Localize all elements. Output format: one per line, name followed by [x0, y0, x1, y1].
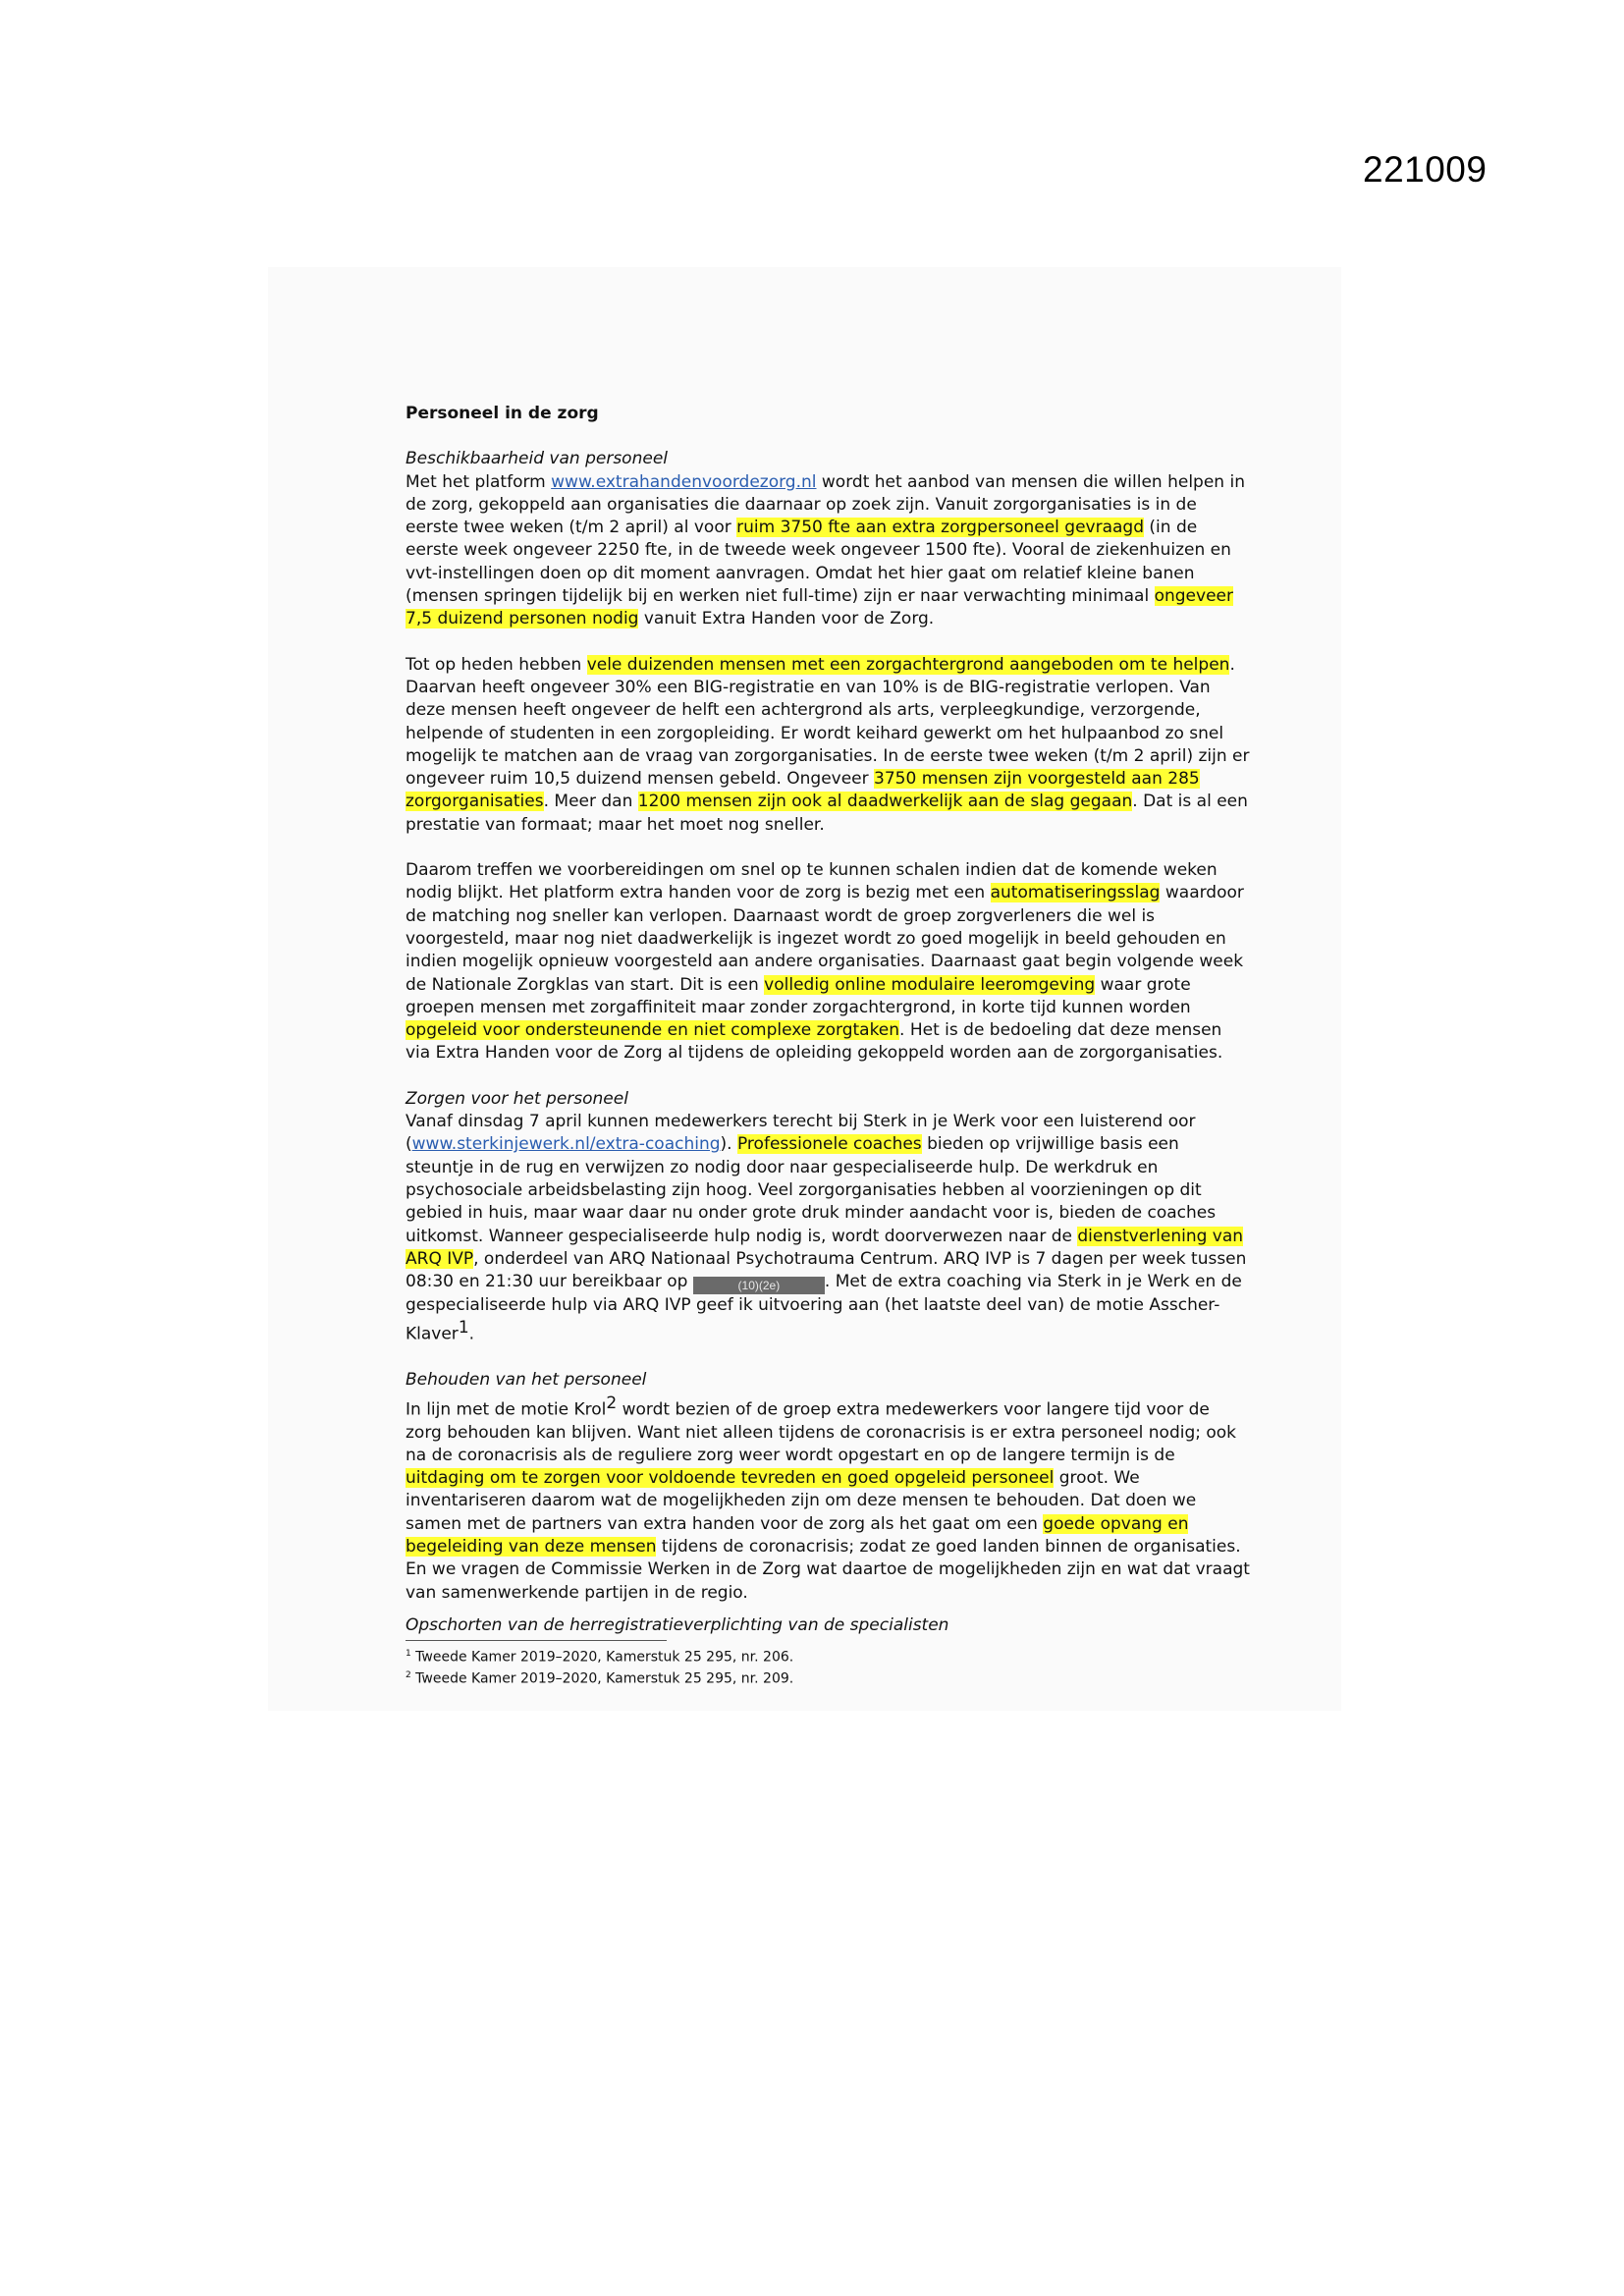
text: . Daarvan heeft ongeveer 30% een BIG-registratie en van 10% is de BIG-registratie verlopen. Van deze mensen heeft ongeveer de helft een achtergrond als arts, verpleegkundige, verzorgende, helpende of studenten in een zorgopleiding. Er wordt keihard gewerkt om het hulpaanbod zo snel mogelijk te matchen aan de vraag van zorgorganisaties. In de eerste twee weken (t/m 2 april) zijn er ongeveer ruim 10,5 duizend mensen gebeld. Ongeveer: [406, 654, 1250, 790]
footnote-ref: 1: [458, 1318, 469, 1339]
link-sterkinjewerk[interactable]: www.sterkinjewerk.nl/extra-coaching: [411, 1134, 721, 1155]
highlight: goede opvang en begeleiding van deze mensen: [406, 1513, 1189, 1558]
highlight: opgeleid voor ondersteunende en niet complexe zorgtaken: [406, 1020, 900, 1041]
text: ).: [720, 1134, 737, 1155]
redaction-box: [693, 1277, 825, 1294]
subheading-behouden: Behouden van het personeel: [406, 1370, 647, 1391]
text: wordt het aanbod van mensen die willen helpen in de zorg, gekoppeld aan organisaties die daarnaar op zoek zijn. Vanuit zorgorganisaties is in de eerste twee weken (t/m 2 april) al voor: [406, 471, 1245, 538]
text: waar grote groepen mensen met zorgaffiniteit maar zonder zorgachtergrond, in korte tijd kunnen worden: [406, 974, 1191, 1017]
text: . Dat is al een prestatie van formaat; maar het moet nog sneller.: [406, 792, 1248, 835]
footnote-text: Tweede Kamer 2019–2020, Kamerstuk 25 295, nr. 206.: [410, 1649, 794, 1666]
paragraph: [406, 859, 1250, 1066]
subheading-zorgen: Zorgen voor het personeel: [406, 1088, 628, 1109]
footnote-ref: 2: [606, 1393, 618, 1413]
paragraph: [406, 471, 1250, 631]
text: . Meer dan: [543, 792, 638, 812]
footnote-text: Tweede Kamer 2019–2020, Kamerstuk 25 295, nr. 209.: [410, 1670, 794, 1687]
text: Tot op heden hebben: [406, 654, 587, 675]
text: vanuit Extra Handen voor de Zorg.: [638, 609, 935, 629]
text: In lijn met de motie Krol: [406, 1399, 607, 1420]
highlight: ruim 3750 fte aan extra zorgpersoneel gevraagd: [736, 518, 1145, 538]
subheading-opschorten: Opschorten van de herregistratieverplichting van de specialisten: [406, 1614, 949, 1635]
text: Met het platform: [406, 471, 552, 492]
paragraph: [406, 1111, 1250, 1346]
page-title: Personeel in de zorg: [406, 404, 599, 423]
document-body: [406, 403, 1250, 1688]
footnote-mark: 1: [406, 1649, 411, 1660]
link-extrahanden[interactable]: www.extrahandenvoordezorg.nl: [551, 471, 817, 492]
text: . Het is de bedoeling dat deze mensen via Extra Handen voor de Zorg al tijdens de opleiding gekoppeld worden aan de zorgorganisaties.: [406, 1020, 1223, 1064]
paragraph: [406, 654, 1250, 837]
footnote-divider: [406, 1640, 667, 1641]
text: , onderdeel van ARQ Nationaal Psychotrauma Centrum. ARQ IVP is 7 dagen per week tussen 08:30 en 21:30 uur bereikbaar op: [406, 1248, 1247, 1292]
document-number: 221009: [1363, 149, 1488, 190]
highlight: ongeveer 7,5 duizend personen nodig: [406, 586, 1233, 629]
text: tijdens de coronacrisis; zodat ze goed landen binnen de organisaties. En we vragen de Commissie Werken in de Zorg wat daartoe de mogelijkheden zijn en wat dat vraagt van samenwerkende partijen in de regio.: [406, 1537, 1250, 1603]
footnote-1: [406, 1645, 1250, 1667]
text: . Met de extra coaching via Sterk in je Werk en de gespecialiseerde hulp via ARQ IVP geef ik uitvoering aan (het laatste deel van) de motie Asscher-Klaver: [406, 1272, 1242, 1345]
highlight: volledig online modulaire leeromgeving: [764, 974, 1096, 995]
highlight: 3750 mensen zijn voorgesteld aan 285 zorgorganisaties: [406, 769, 1200, 812]
highlight: uitdaging om te zorgen voor voldoende tevreden en goed opgeleid personeel: [406, 1468, 1055, 1489]
text: .: [468, 1325, 475, 1345]
text: Daarom treffen we voorbereidingen om snel op te kunnen schalen indien dat de komende weken nodig blijkt. Het platform extra handen voor de zorg is bezig met een: [406, 860, 1218, 903]
subheading-beschikbaarheid: Beschikbaarheid van personeel: [406, 449, 669, 469]
highlight: automatiseringsslag: [990, 883, 1161, 903]
text: groot. We inventariseren daarom wat de mogelijkheden zijn om deze mensen te behouden. Dat doen we samen met de partners van extra handen voor de zorg als het gaat om een: [406, 1468, 1197, 1534]
text: waardoor de matching nog sneller kan verlopen. Daarnaast wordt de groep zorgverleners die wel is voorgesteld, maar nog niet daadwerkelijk is ingezet wordt zo goed mogelijk in beeld gehouden en indien mogelijk opnieuw voorgesteld aan andere organisaties. Daarnaast gaat begin volgende week de Nationale Zorgklas van start. Dit is een: [406, 883, 1244, 995]
text: Vanaf dinsdag 7 april kunnen medewerkers terecht bij Sterk in je Werk voor een luisterend oor (: [406, 1112, 1196, 1155]
highlight: 1200 mensen zijn ook al daadwerkelijk aan de slag gegaan: [637, 792, 1133, 812]
text: wordt bezien of de groep extra medewerkers voor langere tijd voor de zorg behouden kan blijven. Want niet alleen tijdens de coronacrisis is er extra personeel nodig; ook na de coronacrisis als de reguliere zorg weer wordt opgestart en op de langere termijn is de: [406, 1399, 1237, 1465]
text: bieden op vrijwillige basis een steuntje in de rug en verwijzen zo nodig door naar gespecialiseerde hulp. De werkdruk en psychosociale arbeidsbelasting zijn hoog. Veel zorgorganisaties hebben al voorzieningen op dit gebied in huis, maar waar daar nu onder grote druk minder aandacht voor is, bieden de coaches uitkomst. Wanneer gespecialiseerde hulp nodig is, wordt doorverwezen naar de: [406, 1134, 1217, 1246]
highlight: vele duizenden mensen met een zorgachtergrond aangeboden om te helpen: [586, 654, 1230, 675]
text: (in de eerste week ongeveer 2250 fte, in de tweede week ongeveer 1500 fte). Vooral de ziekenhuizen en vvt-instellingen doen op dit moment aanvragen. Omdat het hier gaat om relatief kleine banen (mensen springen tijdelijk bij en werken niet full-time) zijn er naar verwachting minimaal: [406, 518, 1231, 607]
footnote-2: [406, 1667, 1250, 1688]
highlight: Professionele coaches: [736, 1134, 922, 1155]
paragraph: [406, 1393, 1250, 1605]
redaction-code: (10)(2e): [737, 1279, 781, 1293]
footnote-mark: 2: [406, 1669, 411, 1680]
highlight: dienstverlening van ARQ IVP: [406, 1226, 1244, 1269]
